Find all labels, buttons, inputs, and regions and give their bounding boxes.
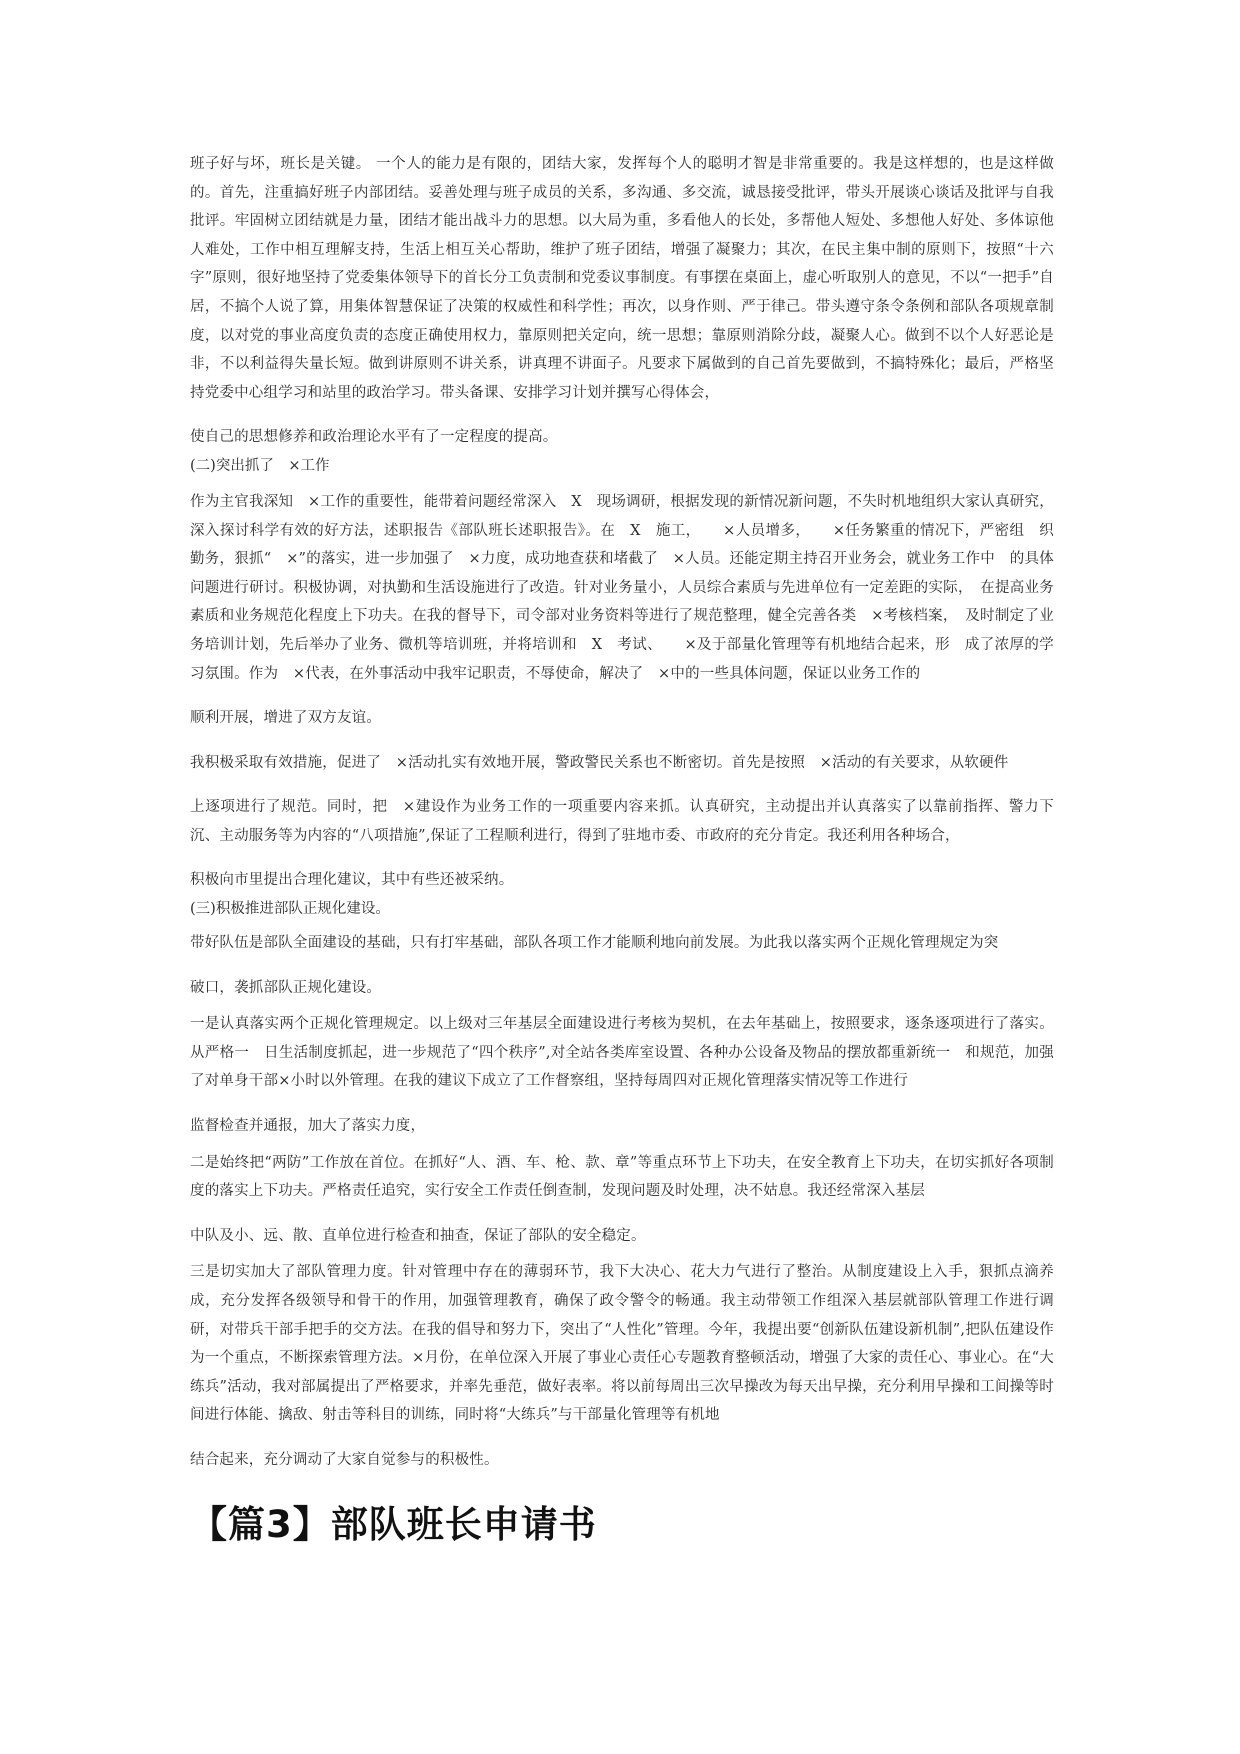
section-title: 【篇3】部队班长申请书 <box>190 1502 597 1546</box>
paragraph-regularization-intro: 带好队伍是部队全面建设的基础，只有打牢基础，部队各项工作才能顺利地向前发展。为此我以落实两个正规化管理规定为突 <box>190 935 999 952</box>
paragraph-work-focus: 作为主官我深知 ×工作的重要性，能带着问题经常深入 X 现场调研，根据发现的新情况新问题，不失时机地组织大家认真研究，深入探讨科学有效的好方法，述职报告《部队班长述职报告》。在 X 施工， ×人员增多， ×任务繁重的情况下，严密组 织勤务，狠抓“ ×”的落实，进一步加强了 ×力度，成功地查获和堵截了 ×人员。还能定期主持召开业务会，就业务工作中 的具体问题进行研讨。积极协调，对执勤和生活设施进行了改造。针对业务量小，人员综合素质与先进单位有一定差距的实际， 在提高业务素质和业务规范化程度上下功夫。在我的督导下，司令部对业务资料等进行了规范整理，健全完善各类 ×考核档案， 及时制定了业务培训计划，先后举办了业务、微机等培训班，并将培训和 X 考试、 ×及于部量化管理等有机地结合起来，形 成了浓厚的学习氛围。作为 ×代表，在外事活动中我牢记职责，不辱使命，解决了 ×中的一些具体问题，保证以业务工作的 <box>190 493 1054 682</box>
paragraph-point-two: 二是始终把“两防”工作放在首位。在抓好“人、酒、车、枪、款、章”等重点环节上下功夫，在安全教育上下功夫，在切实抓好各项制度的落实上下功夫。严格责任追究，实行安全工作责任倒查制，发现问题及时处理，决不姑息。我还经常深入基层 <box>190 1154 1054 1200</box>
subheading-work-focus: (二)突出抓了 ×工作 <box>190 457 330 474</box>
paragraph-point-three: 三是切实加大了部队管理力度。针对管理中存在的薄弱环节，我下大决心、花大力气进行了整治。从制度建设上入手，狠抓点滴养成，充分发挥各级领导和骨干的作用，加强管理教育，确保了政令警令的畅通。我主动带领工作组深入基层就部队管理工作进行调研，对带兵干部手把手的交方法。在我的倡导和努力下，突出了“人性化”管理。今年，我提出要“创新队伍建设新机制”,把队伍建设作为一个重点，不断探索管理方法。×月份，在单位深入开展了事业心责任心专题教育整顿活动，增强了大家的责任心、事业心。在“大练兵”活动，我对部属提出了严格要求，并率先垂范，做好表率。将以前每周出三次早操改为每天出早操，充分利用早操和工间操等时间进行体能、擒敌、射击等科目的训练，同时将“大练兵”与干部量化管理等有机地 <box>190 1264 1054 1424</box>
document-body <box>190 150 1054 1549</box>
subheading-regularization: (三)积极推进部队正规化建设。 <box>190 901 390 918</box>
paragraph-point-one: 一是认真落实两个正规化管理规定。以上级对三年基层全面建设进行考核为契机，在去年基础上，按照要求，逐条逐项进行了落实。从严格一 日生活制度抓起，进一步规范了“四个秩序”,对全站各类库室设置、各种办公设备及物品的摆放都重新统一 和规范，加强了对单身干部×小时以外管理。在我的建议下成立了工作督察组，坚持每周四对正规化管理落实情况等工作进行 <box>190 1016 1054 1090</box>
paragraph-regularization-intro-end: 破口，袭抓部队正规化建设。 <box>190 979 382 996</box>
paragraph-point-three-end: 结合起来，充分调动了大家自觉参与的积极性。 <box>190 1451 499 1468</box>
paragraph-point-one-end: 监督检查并通报，加大了落实力度， <box>190 1118 426 1135</box>
paragraph-measures: 我积极采取有效措施，促进了 ×活动扎实有效地开展，警政警民关系也不断密切。首先是按照 ×活动的有关要求，从软硬件 <box>190 754 1009 771</box>
paragraph-team-unity-end: 使自己的思想修养和政治理论水平有了一定程度的提高。 <box>190 429 558 446</box>
paragraph-point-two-end: 中队及小、远、散、直单位进行检查和抽查，保证了部队的安全稳定。 <box>190 1227 646 1244</box>
paragraph-measures-cont: 上逐项进行了规范。同时，把 ×建设作为业务工作的一项重要内容来抓。认真研究，主动提出并认真落实了以靠前指挥、警力下沉、主动服务等为内容的“八项措施”,保证了工程顺利进行，得到了驻地市委、市政府的充分肯定。我还利用各种场合， <box>190 799 1054 844</box>
paragraph-work-focus-end: 顺利开展，增进了双方友谊。 <box>190 710 382 727</box>
paragraph-measures-end: 积极向市里提出合理化建议，其中有些还被采纳。 <box>190 872 514 889</box>
paragraph-team-unity: 班子好与坏，班长是关键。 一个人的能力是有限的，团结大家，发挥每个人的聪明才智是非常重要的。我是这样想的，也是这样做的。首先，注重搞好班子内部团结。妥善处理与班子成员的关系，多沟通、多交流，诚恳接受批评，带头开展谈心谈话及批评与自我批评。牢固树立团结就是力量，团结才能出战斗力的思想。以大局为重，多看他人的长处，多帮他人短处、多想他人好处、多体谅他人难处，工作中相互理解支持，生活上相互关心帮助，维护了班子团结，增强了凝聚力；其次，在民主集中制的原则下，按照“十六字”原则，很好地坚持了党委集体领导下的首长分工负责制和党委议事制度。有事摆在桌面上，虚心听取别人的意见，不以“一把手”自居，不搞个人说了算，用集体智慧保证了决策的权威性和科学性；再次，以身作则、严于律己。带头遵守条令条例和部队各项规章制度，以对党的事业高度负责的态度正确使用权力，靠原则把关定向，统一思想；靠原则消除分歧，凝聚人心。做到不以个人好恶论是非，不以利益得失量长短。做到讲原则不讲关系，讲真理不讲面子。凡要求下属做到的自己首先要做到，不搞特殊化；最后，严格坚持党委中心组学习和站里的政治学习。带头备课、安排学习计划并撰写心得体会， <box>190 156 1054 401</box>
